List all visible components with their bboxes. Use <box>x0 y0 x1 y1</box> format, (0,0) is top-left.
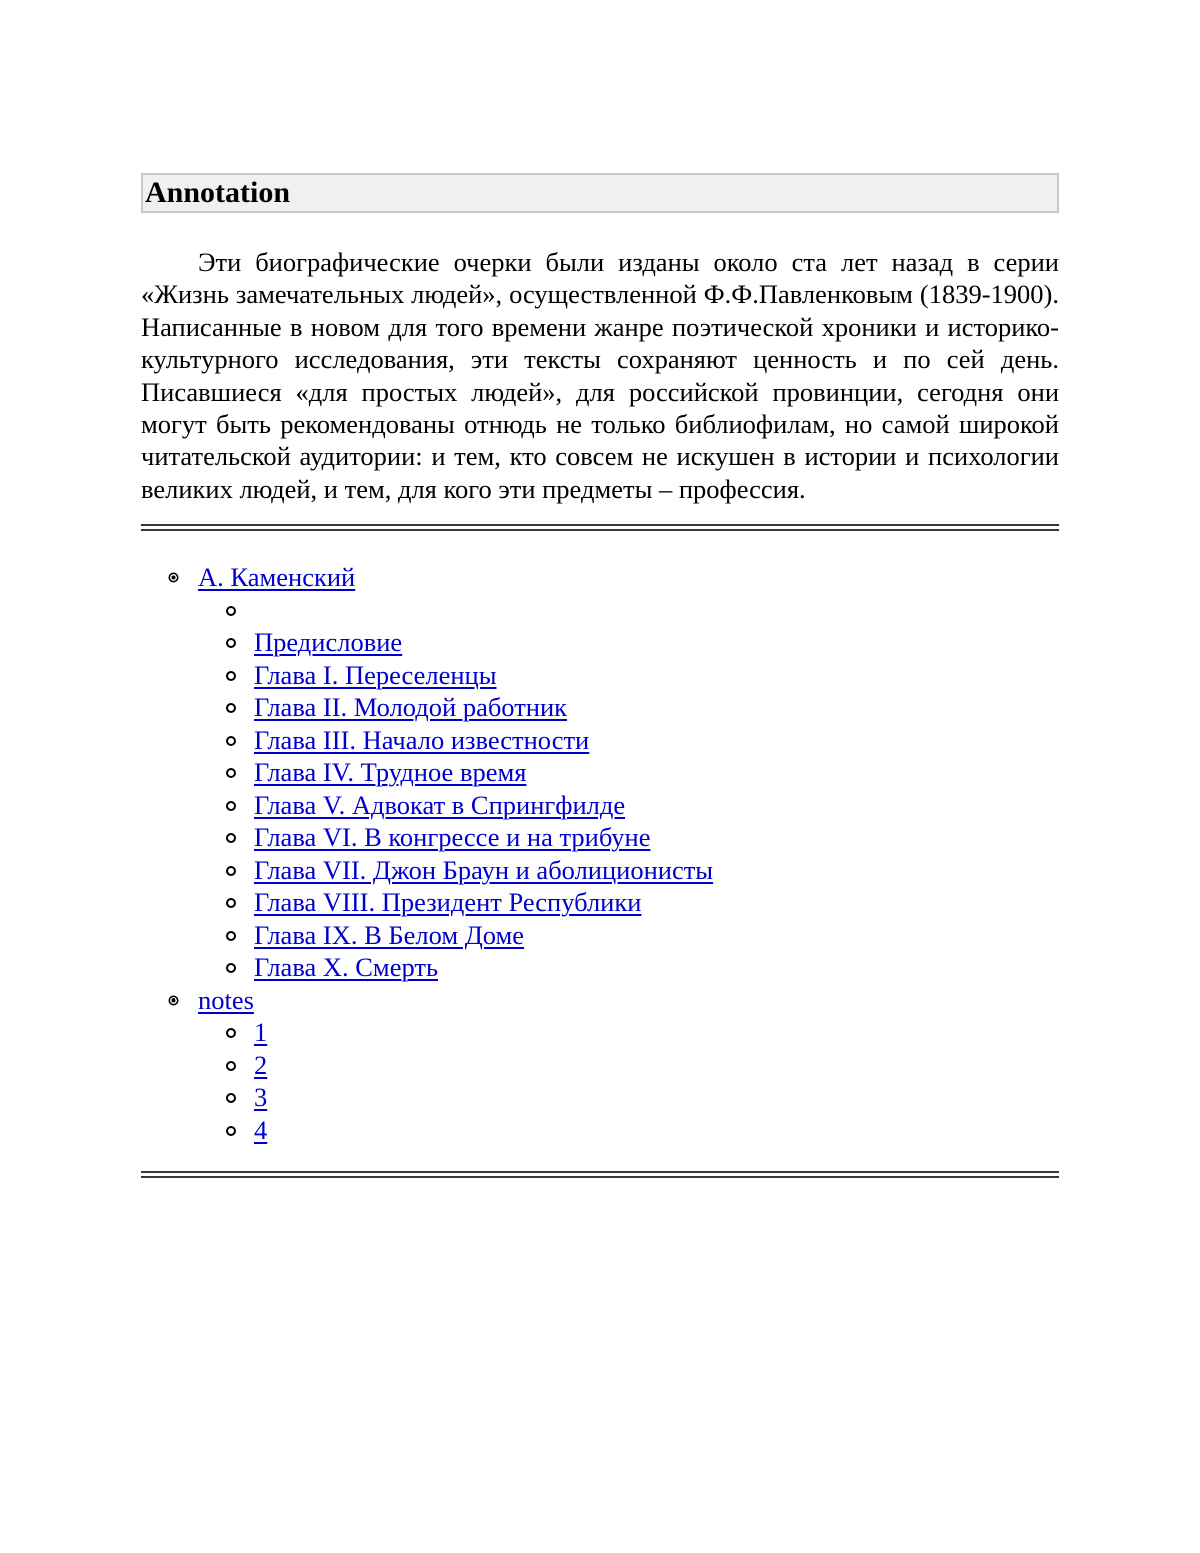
toc-link-chapter-4[interactable]: Глава IV. Трудное время <box>254 757 527 788</box>
toc-link-chapter-2[interactable]: Глава II. Молодой работник <box>254 692 568 723</box>
toc-item <box>198 1114 1059 1147</box>
bullet-open-icon <box>226 1126 236 1136</box>
toc-item <box>198 821 1059 854</box>
bullet-filled-icon <box>169 573 178 582</box>
divider <box>141 1171 1059 1178</box>
divider <box>141 524 1059 531</box>
toc-link-note-2[interactable]: 2 <box>254 1049 268 1080</box>
table-of-contents <box>141 561 1059 1146</box>
bullet-open-icon <box>226 606 236 616</box>
bullet-filled-icon <box>169 996 178 1005</box>
toc-item <box>198 1016 1059 1049</box>
toc-link-note-3[interactable]: 3 <box>254 1082 268 1113</box>
toc-item <box>198 919 1059 952</box>
annotation-text: Эти биографические очерки были изданы около ста лет назад в серии «Жизнь замечательных людей», осуществленной Ф.Ф.Павленковым (1839-1900). Написанные в новом для того времени жанре поэтической хроники и историко-культурного исследования, эти тексты сохраняют ценность и по сей день. Писавшиеся «для простых людей», для российской провинции, сегодня они могут быть рекомендованы отнюдь не только библиофилам, но самой широкой читательской аудитории: и тем, кто совсем не искушен в истории и психологии великих людей, и тем, для кого эти предметы – профессия. <box>141 247 1059 504</box>
bullet-open-icon <box>226 1093 236 1103</box>
toc-link-chapter-5[interactable]: Глава V. Адвокат в Спрингфилде <box>254 789 626 820</box>
toc-item <box>198 789 1059 822</box>
toc-link-note-4[interactable]: 4 <box>254 1114 268 1145</box>
toc-link-note-1[interactable]: 1 <box>254 1017 268 1048</box>
toc-item <box>198 1049 1059 1082</box>
bullet-open-icon <box>226 703 236 713</box>
toc-link-chapter-6[interactable]: Глава VI. В конгрессе и на трибуне <box>254 822 651 853</box>
toc-item <box>198 854 1059 887</box>
bullet-open-icon <box>226 833 236 843</box>
toc-link-chapter-7[interactable]: Глава VII. Джон Браун и аболиционисты <box>254 854 714 885</box>
annotation-heading: Annotation <box>141 173 1059 213</box>
bullet-open-icon <box>226 963 236 973</box>
bullet-open-icon <box>226 801 236 811</box>
bullet-open-icon <box>226 898 236 908</box>
bullet-open-icon <box>226 671 236 681</box>
bullet-open-icon <box>226 768 236 778</box>
bullet-open-icon <box>226 1061 236 1071</box>
toc-link-chapter-3[interactable]: Глава III. Начало известности <box>254 724 590 755</box>
toc-sublist <box>198 594 1059 984</box>
toc-item <box>198 659 1059 692</box>
toc-link-chapter-1[interactable]: Глава I. Переселенцы <box>254 659 497 690</box>
toc-section-kamensky <box>141 561 1059 984</box>
toc-section-notes <box>141 984 1059 1147</box>
toc-item <box>198 886 1059 919</box>
toc-item-empty <box>198 594 1059 627</box>
toc-link-chapter-9[interactable]: Глава IX. В Белом Доме <box>254 919 525 950</box>
toc-link-chapter-10[interactable]: Глава X. Смерть <box>254 952 439 983</box>
toc-item <box>198 951 1059 984</box>
toc-item <box>198 691 1059 724</box>
toc-link-chapter-8[interactable]: Глава VIII. Президент Республики <box>254 887 642 918</box>
toc-link-notes[interactable]: notes <box>198 984 254 1015</box>
toc-link-section[interactable]: А. Каменский <box>198 562 356 593</box>
bullet-open-icon <box>226 931 236 941</box>
toc-item <box>198 1081 1059 1114</box>
bullet-open-icon <box>226 866 236 876</box>
document-body <box>141 173 1059 1178</box>
toc-sublist <box>198 1016 1059 1146</box>
bullet-open-icon <box>226 736 236 746</box>
toc-link-preface[interactable]: Предисловие <box>254 627 403 658</box>
bullet-open-icon <box>226 1028 236 1038</box>
toc-item <box>198 756 1059 789</box>
toc-item <box>198 626 1059 659</box>
bullet-open-icon <box>226 638 236 648</box>
toc-item <box>198 724 1059 757</box>
